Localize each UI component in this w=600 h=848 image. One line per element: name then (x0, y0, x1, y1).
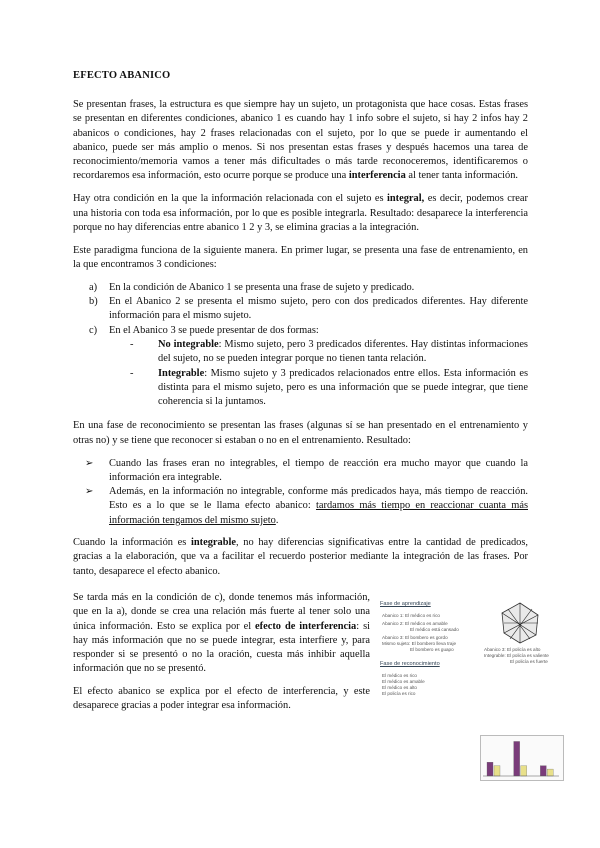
list-marker: b) (89, 296, 98, 308)
chart-svg (481, 736, 561, 778)
sub-item-term: No integrable (158, 338, 219, 350)
arrow-marker: ➢ (85, 486, 94, 498)
network-diagram-icon (498, 601, 542, 645)
dash-marker: - (130, 338, 134, 350)
p1-end: al tener tanta información. (405, 170, 518, 182)
result-text: Además, en la información no integrable, conforme más predicados haya, más tiempo de reacción. Esto es a lo que se le llama efecto abanico: (109, 486, 528, 512)
p5-end: , no hay diferencias significativas entre la cantidad de predicados, gracias a la elaboración, que va a facilitar el recuerdo posterior mediante la integración de las frases. Por tanto, desaparece el efecto abanico. (73, 537, 528, 577)
paragraph-conclusion: El efecto abanico se explica por el efecto de interferencia, y este desaparece gracias a poder integrar esa información. (73, 686, 370, 712)
figure-row: El médico está cansado (410, 626, 459, 632)
bottom-section (73, 591, 549, 722)
figure-heading-recognition: Fase de reconocimiento (380, 660, 440, 667)
paragraph-recognition: En una fase de reconocimiento se presentan las frases (algunas sí se han presentado en el entrenamiento y otras no) y se tiene que reconocer si estaban o no en el entrenamiento. Resultado: (73, 420, 528, 446)
condition-c (73, 324, 528, 410)
p5-start: Cuando la información es (73, 537, 191, 549)
sub-list (73, 338, 528, 409)
paragraph-paradigm: Este paradigma funciona de la siguiente manera. En primer lugar, se presenta una fase de entrenamiento, en la que encontramos 3 condiciones: (73, 244, 528, 270)
sub-item-no-integrable (73, 338, 528, 367)
sub-item-text: : Mismo sujeto, pero 3 predicados diferentes. Hay distintas informaciones del sujeto, no se pueden integrar porque no tienen tanta relación. (158, 338, 528, 365)
arrow-marker: ➢ (85, 457, 94, 469)
results-list (73, 457, 528, 528)
document-page (73, 70, 549, 722)
figure-row: El bombero es guapo (410, 646, 454, 652)
condition-text: En el Abanico 3 se puede presentar de dos formas: (109, 324, 319, 336)
bar-chart (480, 735, 564, 781)
p6-end: : si hay más información que no se puede integrar, esta interfiere y, para responder si se presentó o no la oración, cuesta más inhibir aquella información que no se presentó. (73, 620, 371, 675)
p2-end: es decir, podemos crear una historia con toda esa información, por lo que es posible integrarla. Resultado: desaparece la interferencia porque no hay diferencias entre abanico 1 2 y 3, se elimina gracias a la integración. (73, 193, 528, 233)
p5-bold: integrable (190, 537, 237, 549)
p6-start: Se tarda más en la condición de c), donde tenemos más información, que en la a), donde se crea una relación más fuerte al tener solo una única información. Esto se explica por el (73, 591, 370, 632)
figure-recog-row: El policía es rico (382, 690, 416, 696)
p2-start: Hay otra condición en la que la información relacionada con el sujeto es (73, 193, 387, 205)
list-marker: a) (89, 281, 98, 293)
paragraph-condition-c (73, 591, 370, 677)
condition-text: En la condición de Abanico 1 se presenta una frase de sujeto y predicado. (109, 281, 415, 293)
bar-no-integrable-ab2 (514, 741, 520, 776)
condition-a (73, 281, 528, 295)
p1-text: Se presentan frases, la estructura es que siempre hay un sujeto, un protagonista que hace cosas. Estas frases se presentan en diferentes condiciones, abanico 1 es cuando hay 1 info sobre el sujeto, si hay 2 infos hay 2 abanicos o condiciones, hay 2 frases relacionadas con el sujeto, por lo que se puede ir aumentando el abanico, puede ser más amplio o menos. Si nos presentan estas frases y después hacemos una tarea de reconocimiento/memoria vamos a tener más dificultades o más tarde reconoceremos, identificaremos o recordaremos esa información, esto ocurre porque se produce una (73, 99, 528, 182)
sub-item-text: : Mismo sujeto y 3 predicados relacionados entre ellos. Esta información es distinta para el mismo sujeto, pero es una información que se puede integrar, que tiene coherencia si la juntamos. (158, 367, 528, 408)
paragraph-integral (73, 192, 528, 235)
conditions-list (73, 281, 528, 410)
result-end: . (275, 514, 279, 526)
bar-integrable-ab2 (521, 766, 527, 776)
figure-recog-row: El médico es amable (382, 678, 425, 684)
figure-row: Mismo sujeto: El bombero lleva traje (382, 640, 457, 646)
bar-integrable-ab1 (494, 766, 500, 776)
figure-recog-row: El médico es alto (382, 684, 417, 690)
paragraph-intro (73, 98, 528, 184)
p2-bold: integral, (387, 193, 425, 205)
condition-b (73, 295, 528, 324)
figure-heading-learning: Fase de aprendizaje (380, 600, 431, 607)
bar-no-integrable-ab3 (540, 766, 546, 776)
figure-row: Abanico 3: El bombero es gordo (382, 634, 448, 640)
result-text: Cuando las frases eran no integrables, el tiempo de reacción era mucho mayor que cuando la información era integrable. (109, 457, 528, 483)
figure-recog-row: El médico es rico (382, 672, 417, 678)
sub-item-integrable (73, 367, 528, 410)
figure-row: Abanico 2: El médico es amable (382, 620, 448, 626)
result-item (73, 457, 528, 486)
bottom-text (73, 591, 370, 722)
sub-item-term: Integrable (158, 367, 205, 379)
figure-row: Abanico 1: El médico es rico (382, 612, 440, 618)
figure-row: Integrable: El policía es valiente (484, 652, 549, 658)
dash-marker: - (130, 367, 134, 379)
document-title: EFECTO ABANICO (73, 70, 171, 81)
figure-row: Abanico 3: El policía es alto (484, 646, 541, 652)
paragraph-integrable (73, 536, 528, 579)
bar-no-integrable-ab1 (487, 762, 493, 776)
result-underlined: tardamos más tiempo en reaccionar cuanta más información tengamos del mismo sujeto (109, 500, 529, 526)
list-marker: c) (89, 324, 98, 336)
bar-integrable-ab3 (547, 769, 553, 776)
experiment-figure (380, 600, 549, 713)
p6-bold: efecto de interferencia (255, 620, 357, 632)
p1-bold: interferencia (348, 170, 406, 182)
result-item (73, 485, 528, 528)
figure-row: El policía es fuerte (510, 658, 548, 664)
condition-text: En el Abanico 2 se presenta el mismo sujeto, pero con dos predicados diferentes. Hay diferente información para el mismo sujeto. (109, 296, 528, 322)
